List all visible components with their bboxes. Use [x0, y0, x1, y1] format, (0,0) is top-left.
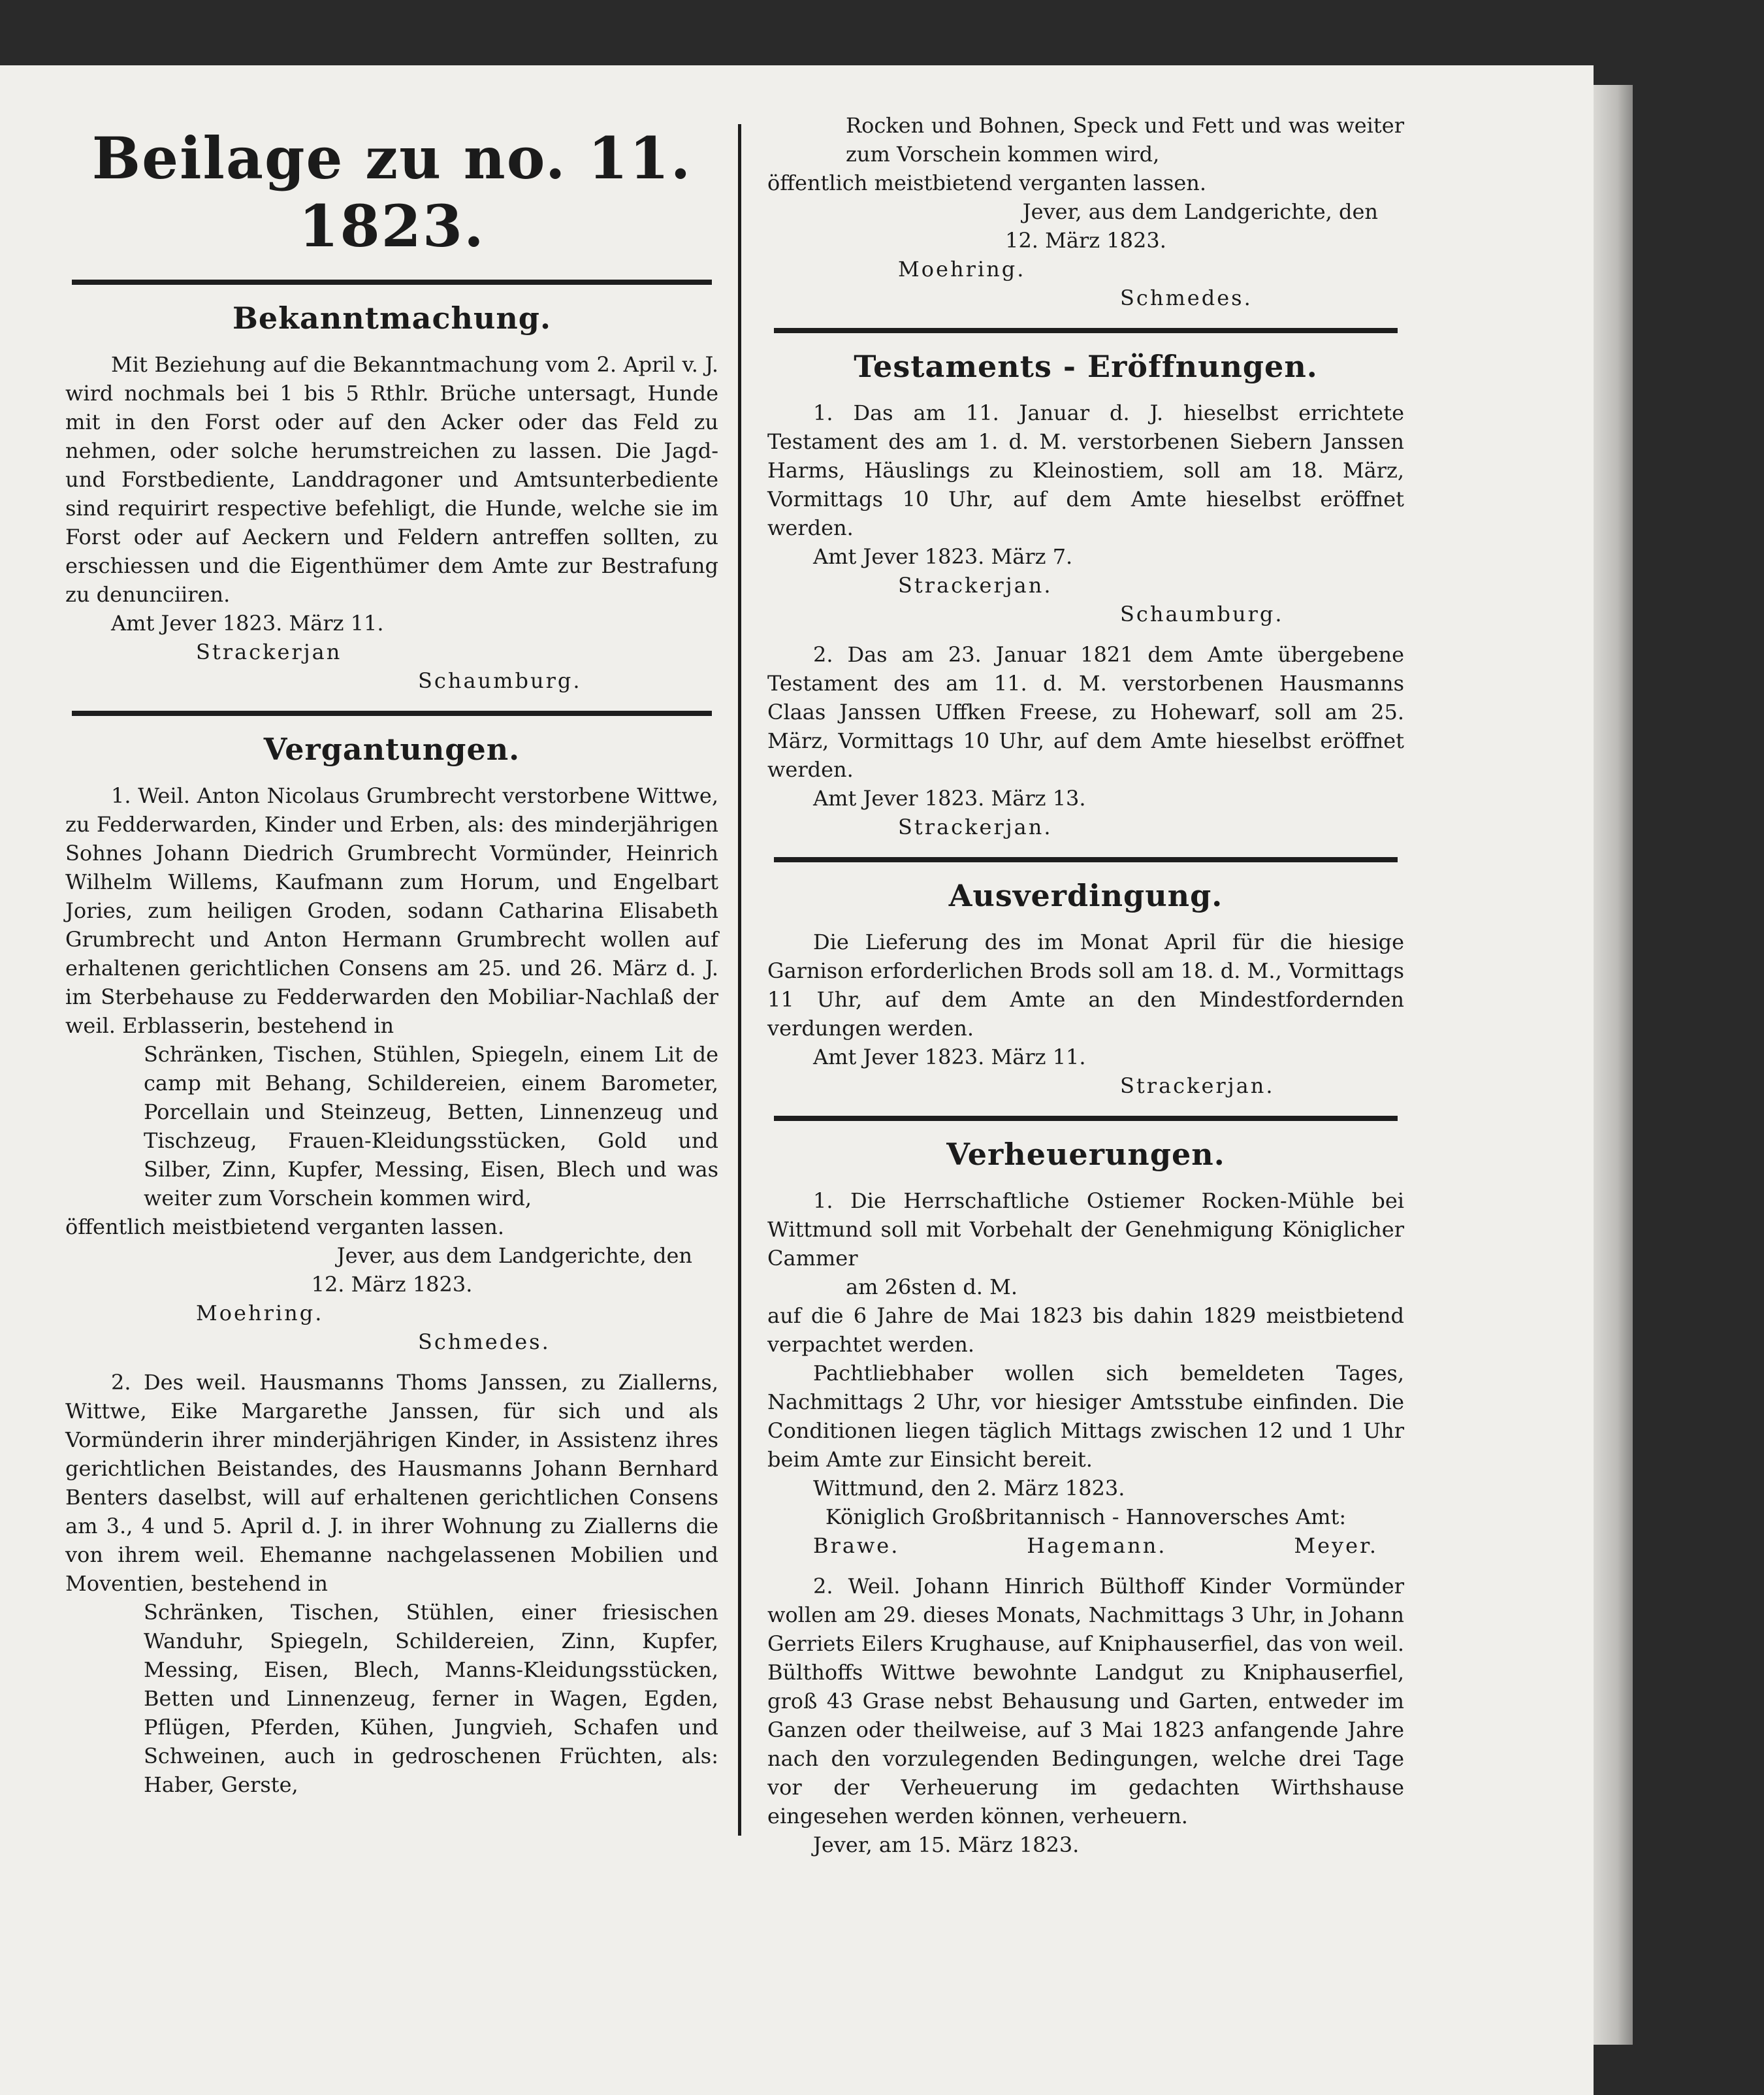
signature-moehring: Moehring. [196, 1301, 324, 1325]
page-edge [1594, 85, 1633, 2045]
column-divider [738, 124, 741, 1836]
vergantung-2-place: Jever, aus dem Landgerichte, den [1022, 199, 1378, 224]
vergantung-1-list: Schränken, Tischen, Stühlen, Spiegeln, einem Lit de camp mit Behang, Schildereien, einem Barometer, Porcellain und Steinzeug, Betten, Linnenzeug und Tischzeug, Frauen-Kleidungsstücken, Gold und Silber, Zinn, Kupfer, Messing, Eisen, Blech und was weiter zum Vorschein kommen wird, [144, 1042, 718, 1210]
signature-schmedes: Schmedes. [418, 1329, 551, 1354]
testament-1-body: 1. Das am 11. Januar d. J. hieselbst errichtete Testament des am 1. d. M. verstorbenen Siebern Janssen Harms, Häuslings zu Kleinostiem, soll am 18. März, Vormittags 10 Uhr, auf dem Amte hieselbst eröffnet werden. [767, 400, 1404, 540]
bekanntmachung-body: Mit Beziehung auf die Bekanntmachung vom 2. April v. J. wird nochmals bei 1 bis 5 Rthlr. Brüche untersagt, Hunde mit in den Forst oder auf den Acker oder das Feld zu nehmen, oder solche herumstreichen zu lassen. Die Jagd- und Forstbediente, Landdragoner und Amtsunterbediente sind requirirt respective befehligt, die Hunde, welche sie im Forst oder auf Aeckern und Feldern antreffen sollten, zu erschiessen und die Eigenthümer dem Amte zur Bestrafung zu denunciiren. [65, 352, 718, 607]
signature-schaumburg-2: Schaumburg. [1120, 602, 1284, 626]
signature-brawe: Brawe. [813, 1533, 900, 1558]
signature-strackerjan-2: Strackerjan. [898, 573, 1053, 598]
left-column [65, 111, 718, 1799]
verheuerung-1-b: am 26sten d. M. [846, 1275, 1018, 1299]
heading-testaments: Testaments - Eröffnungen. [854, 349, 1318, 384]
vergantung-2-list-cont: Rocken und Bohnen, Speck und Fett und was weiter zum Vorschein kommen wird, [846, 113, 1404, 167]
verheuerung-1-a: 1. Die Herrschaftliche Ostiemer Rocken-Mühle bei Wittmund soll mit Vorbehalt der Genehmigung Königlicher Cammer [767, 1188, 1404, 1271]
signature-schaumburg: Schaumburg. [418, 668, 582, 693]
verheuerung-2-body: 2. Weil. Johann Hinrich Bülthoff Kinder Vormünder wollen am 29. dieses Monats, Nachmittags 3 Uhr, in Johann Gerriets Eilers Krughause, auf Kniphauserfiel, das von weil. Bülthoffs Wittwe bewohnte Landgut zu Kniphauserfiel, groß 43 Grase nebst Behausung und Garten, entweder im Ganzen oder theilweise, auf 3 Mai 1823 anfangende Jahre nach den vorzulegenden Bedingungen, welche drei Tage vor der Verheuerung im gedachten Wirthshause eingesehen werden können, verheuern. [767, 1574, 1404, 1828]
signature-strackerjan-4: Strackerjan. [1120, 1073, 1275, 1098]
signature-schmedes-2: Schmedes. [1120, 285, 1253, 310]
vergantung-2-date: 12. März 1823. [1005, 228, 1166, 253]
signature-hagemann: Hagemann. [1027, 1533, 1167, 1558]
vergantung-1-tail: öffentlich meistbietend verganten lassen. [65, 1214, 505, 1239]
section-rule [774, 328, 1398, 333]
heading-ausverdingung: Ausverdingung. [948, 878, 1223, 913]
verheuerung-1-d: Pachtliebhaber wollen sich bemeldeten Tages, Nachmittags 2 Uhr, vor hiesiger Amtsstube einfinden. Die Conditionen liegen täglich Mittags zwischen 12 und 1 Uhr beim Amte zur Einsicht bereit. [767, 1361, 1404, 1472]
testament-2-date: Amt Jever 1823. März 13. [813, 786, 1086, 811]
vergantung-2-body: 2. Des weil. Hausmanns Thoms Janssen, zu Ziallerns, Wittwe, Eike Margarethe Janssen, für sich und als Vormünderin ihrer minderjährigen Kinder, in Assistenz ihres gerichtlichen Beistandes, des Hausmanns Johann Bernhard Benters daselbst, will auf erhaltenen gerichtlichen Consens am 3., 4 und 5. April d. J. in ihrer Wohnung zu Ziallerns die von ihrem weil. Ehemanne nachgelassenen Mobilien und Moventien, bestehend in [65, 1370, 718, 1596]
verheuerung-1-c: auf die 6 Jahre de Mai 1823 bis dahin 1829 meistbietend verpachtet werden. [767, 1303, 1404, 1357]
signature-strackerjan-3: Strackerjan. [898, 815, 1053, 839]
bekanntmachung-date: Amt Jever 1823. März 11. [111, 611, 384, 636]
verheuerung-1-office: Königlich Großbritannisch - Hannoversches Amt: [825, 1504, 1347, 1529]
masthead: Beilage zu no. 11. 1823. [91, 124, 692, 260]
signature-strackerjan: Strackerjan [196, 640, 342, 664]
section-rule [774, 1116, 1398, 1121]
heading-verheuerungen: Verheuerungen. [946, 1137, 1225, 1172]
verheuerung-1-date: Wittmund, den 2. März 1823. [813, 1476, 1125, 1501]
vergantung-2-tail: öffentlich meistbietend verganten lassen. [767, 171, 1207, 195]
verheuerung-1-signatures [767, 1531, 1404, 1560]
masthead-rule [72, 280, 712, 285]
testament-2-body: 2. Das am 23. Januar 1821 dem Amte übergebene Testament des am 11. d. M. verstorbenen Hausmanns Claas Janssen Uffken Freese, zu Hohewarf, soll am 25. März, Vormittags 10 Uhr, auf dem Amte hieselbst eröffnet werden. [767, 642, 1404, 782]
ausverdingung-date: Amt Jever 1823. März 11. [813, 1045, 1086, 1069]
vergantung-1-body: 1. Weil. Anton Nicolaus Grumbrecht verstorbene Wittwe, zu Fedderwarden, Kinder und Erben, als: des minderjährigen Sohnes Johann Diedrich Grumbrecht Vormünder, Heinrich Wilhelm Willems, Kaufmann zum Horum, und Engelbart Jories, zum heiligen Groden, sodann Catharina Elisabeth Grumbrecht und Anton Hermann Grumbrecht wollen auf erhaltenen gerichtlichen Consens am 25. und 26. März d. J. im Sterbehause zu Fedderwarden den Mobiliar-Nachlaß der weil. Erblasserin, bestehend in [65, 783, 718, 1038]
ausverdingung-body: Die Lieferung des im Monat April für die hiesige Garnison erforderlichen Brods soll am 18. d. M., Vormittags 11 Uhr, auf dem Amte an den Mindestfordernden verdungen werden. [767, 930, 1404, 1041]
vergantung-1-date: 12. März 1823. [311, 1272, 473, 1297]
testament-1-date: Amt Jever 1823. März 7. [813, 544, 1073, 569]
section-rule [72, 711, 712, 716]
verheuerung-2-date: Jever, am 15. März 1823. [813, 1832, 1080, 1857]
right-column [767, 111, 1404, 1859]
section-rule [774, 857, 1398, 862]
heading-bekanntmachung: Bekanntmachung. [233, 300, 551, 336]
signature-meyer: Meyer. [1294, 1533, 1378, 1558]
vergantung-1-place: Jever, aus dem Landgerichte, den [336, 1243, 692, 1268]
vergantung-2-list: Schränken, Tischen, Stühlen, einer friesischen Wanduhr, Spiegeln, Schildereien, Zinn, Kupfer, Messing, Eisen, Blech, Manns-Kleidungsstücken, Betten und Linnenzeug, ferner in Wagen, Egden, Pflügen, Pferden, Kühen, Jungvieh, Schafen und Schweinen, auch in gedroschenen Früchten, als: Haber, Gerste, [144, 1600, 718, 1797]
heading-vergantungen: Vergantungen. [263, 732, 521, 767]
signature-moehring-2: Moehring. [898, 257, 1026, 282]
